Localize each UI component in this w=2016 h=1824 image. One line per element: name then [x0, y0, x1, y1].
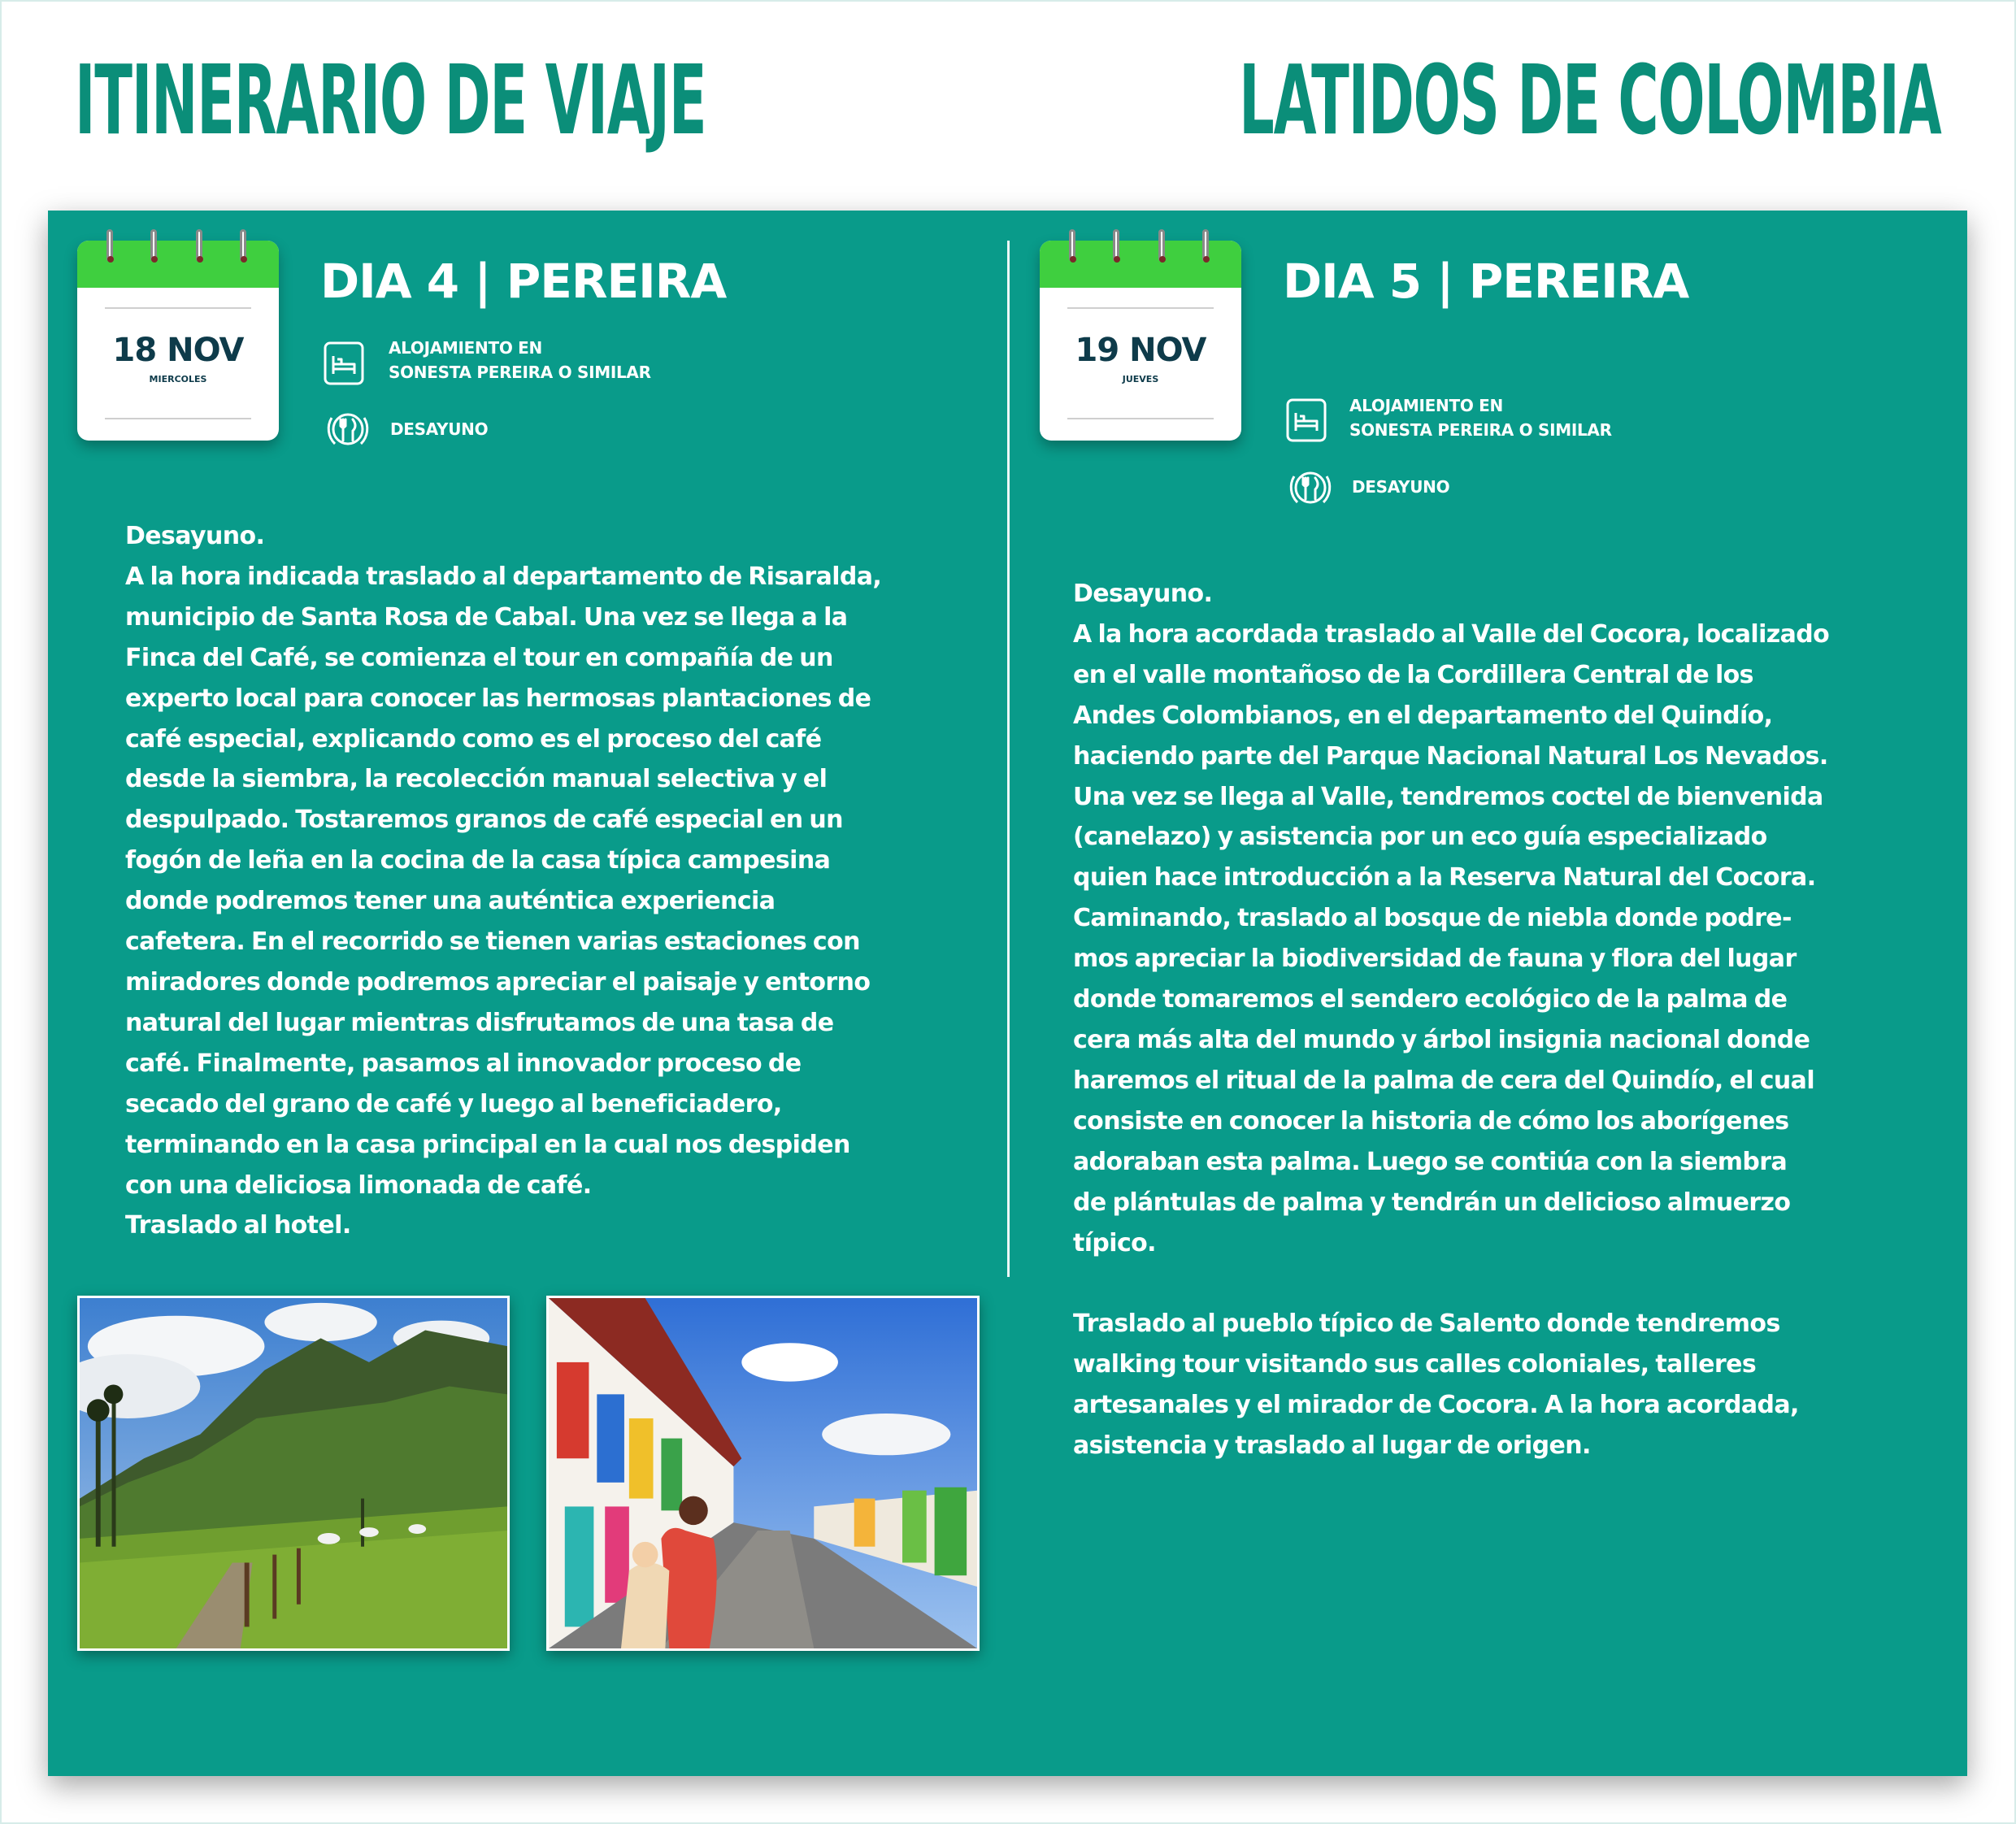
valley-photo	[77, 1296, 510, 1651]
day-4-description: Desayuno. A la hora indicada traslado al departamento de Risaralda, municipio de Santa Rosa de Cabal. Una vez se llega a la Finca del Café, se comienza el tour en compañía de un experto local para conocer las hermosas plantaciones de café especial, explicando como es el proceso del café desde la siembra, la recolección manual selectiva y el despulpado. Tostaremos granos de café especial en un fogón de leña en la cocina de la casa típica campesina donde podremos tener una auténtica experiencia cafetera. En el recorrido se tienen varias estaciones con miradores donde podremos apreciar el paisaje y entorno natural del lugar mientras disfrutamos de una tasa de café. Finalmente, pasamos al innovador proceso de secado del grano de café y luego al beneficiadero, terminando en la casa principal en la cual nos despiden con una deliciosa limonada de café. Traslado al hotel.	[125, 522, 882, 1240]
calendar-ring	[240, 229, 246, 262]
brand-title: LATIDOS DE COLOMBIA	[1239, 44, 1941, 156]
lodging-info: ALOJAMIENTO EN SONESTA PEREIRA O SIMILAR	[1349, 396, 1612, 440]
calendar-date: 19 NOV	[1075, 332, 1206, 369]
meal-label: DESAYUNO	[390, 419, 489, 439]
calendar-divider	[105, 418, 251, 419]
calendar-day-5	[1040, 241, 1241, 441]
meal-icon	[325, 406, 366, 450]
calendar-ring	[1202, 229, 1209, 262]
day-4-title: DIA 4 | PEREIRA	[320, 254, 727, 309]
calendar-ring	[150, 229, 157, 262]
meal-label: DESAYUNO	[1352, 477, 1450, 497]
calendar-date: 18 NOV	[112, 332, 244, 369]
calendar-ring	[106, 229, 113, 262]
bed-icon	[1286, 398, 1327, 442]
calendar-ring	[1069, 229, 1075, 262]
column-divider	[1007, 241, 1010, 1277]
calendar-ring	[1113, 229, 1119, 262]
lodging-info: ALOJAMIENTO EN SONESTA PEREIRA O SIMILAR	[389, 338, 651, 382]
day-5-title: DIA 5 | PEREIRA	[1283, 254, 1689, 309]
meal-icon	[1288, 465, 1328, 509]
bed-icon	[324, 341, 364, 385]
calendar-divider	[105, 307, 251, 309]
calendar-divider	[1067, 418, 1214, 419]
calendar-ring	[1158, 229, 1165, 262]
calendar-day-4	[77, 241, 279, 441]
street-photo	[546, 1296, 980, 1651]
calendar-ring	[196, 229, 202, 262]
calendar-weekday: JUEVES	[1122, 374, 1159, 384]
calendar-weekday: MIERCOLES	[149, 374, 207, 384]
calendar-divider	[1067, 307, 1214, 309]
itinerary-title: ITINERARIO DE VIAJE	[75, 44, 706, 156]
paragraph-gap	[1073, 1263, 1829, 1304]
day-5-description: Desayuno. A la hora acordada traslado al Valle del Cocora, localizado en el valle montañoso de la Cordillera Central de los Andes Colombianos, en el departamento del Quindío, haciendo parte del Parque Nacional Natural Los Nevados. Una vez se llega al Valle, tendremos coctel de bienvenida (canelazo) y asistencia por un eco guía especializado quien hace introducción a la Reserva Natural del Cocora. Caminando, traslado al bosque de niebla donde podre- mos apreciar la biodiversidad de fauna y flora del lugar donde tomaremos el sendero ecológico de la palma de cera más alta del mundo y árbol insignia nacional donde haremos el ritual de la palma de cera del Quindío, el cual consiste en conocer la historia de cómo los aborígenes adoraban esta palma. Luego se contiúa con la siembra de plántulas de palma y tendrán un delicioso almuerzo típico. Traslado al pueblo típico de Salento donde tendremos walking tour visitando sus calles coloniales, talleres artesanales y el mirador de Cocora. A la hora acordada, asistencia y traslado al lugar de origen.	[1073, 580, 1830, 1461]
